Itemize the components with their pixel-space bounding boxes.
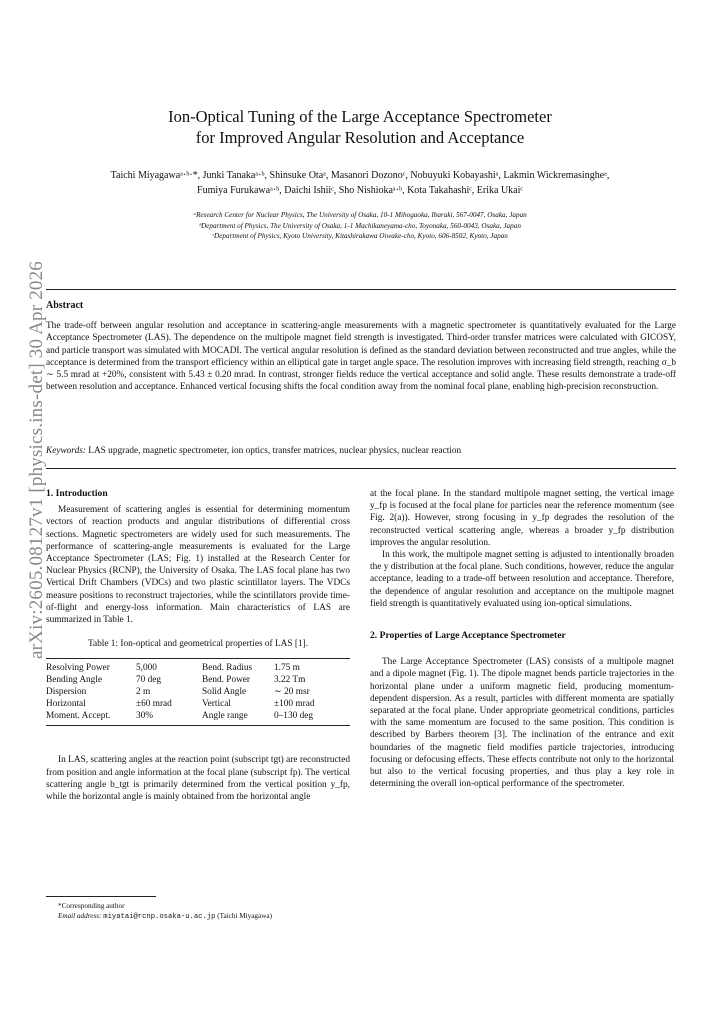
table-row bbox=[46, 686, 348, 698]
affiliation-c: ᶜDepartment of Physics, Kyoto University, Kitashirakawa Oiwake-cho, Kyoto, 606-8502, Kyoto, Japan bbox=[212, 232, 508, 240]
properties-table bbox=[46, 662, 348, 722]
abstract-top-rule bbox=[46, 289, 676, 290]
right-column bbox=[370, 488, 674, 790]
table-cell: ±60 mrad bbox=[136, 699, 172, 710]
table-cell: Bend. Power bbox=[202, 675, 251, 686]
title-line-1: Ion-Optical Tuning of the Large Acceptance Spectrometer bbox=[168, 107, 552, 126]
affiliation-a: ᵃResearch Center for Nuclear Physics, The University of Osaka, 10-1 Mihogaoka, Ibaraki, 567-0047, Osaka, Japan bbox=[193, 211, 527, 219]
table-cell: Dispersion bbox=[46, 687, 87, 698]
table-row bbox=[46, 674, 348, 686]
table-caption: Table 1: Ion-optical and geometrical properties of LAS [1]. bbox=[87, 639, 309, 650]
table-cell: Vertical bbox=[202, 699, 231, 710]
email-owner: (Taichi Miyagawa) bbox=[217, 912, 272, 920]
email-label: Email address: bbox=[58, 912, 102, 920]
title-line-2: for Improved Angular Resolution and Acceptance bbox=[195, 128, 525, 147]
table-cell: 30% bbox=[136, 711, 154, 722]
left-column bbox=[46, 488, 350, 803]
table-cell: 3.22 Tm bbox=[274, 675, 306, 686]
right-paragraph-1: at the focal plane. In the standard multipole magnet setting, the vertical image y_fp is focused at the focal plane for particles near the reference momentum (see Fig. 2(a)). However, strong focusing in y_fp degrades the resolution of the reconstructed vertical scattering angle, whereas a broader y_fp distribution improves the angular resolution. bbox=[370, 489, 674, 548]
table-cell: 2 m bbox=[136, 687, 151, 698]
table-cell: ±100 mrad bbox=[274, 699, 315, 710]
table-cell: Moment. Accept. bbox=[46, 711, 111, 722]
authors-line-1: Taichi Miyagawaᵃ·ᵇ·*, Junki Tanakaᵃ·ᵇ, Shinsuke Otaᵃ, Masanori Dozonoᶜ, Nobuyuki Kobayashiᵃ, Lakmin Wickremasingheᵃ, bbox=[110, 170, 610, 181]
section2-heading: 2. Properties of Large Acceptance Spectrometer bbox=[370, 630, 566, 642]
table-cell: 0–130 deg bbox=[274, 711, 313, 722]
arxiv-identifier: arXiv:2605.08127v1 [physics.ins-det] 30 Apr 2026 bbox=[26, 260, 47, 660]
paper-title bbox=[60, 106, 660, 148]
table-cell: 1.75 m bbox=[274, 663, 300, 674]
keywords bbox=[46, 445, 676, 457]
table-row bbox=[46, 710, 348, 722]
table-top-rule bbox=[46, 658, 350, 659]
intro-paragraph-1: Measurement of scattering angles is essential for determining momentum vectors of reaction products and angular distributions of differential cross sections. Magnetic spectrometers are widely used for such measurements. The performance of scattering-angle measurements is evaluated for the Large Acceptance Spectrometer (LAS; Fig. 1) installed at the Research Center for Nuclear Physics (RCNP), the University of Osaka. The LAS focal plane has two Vertical Drift Chambers (VDCs) and two plastic scintillator layers. The VDCs measure positions to reconstruct trajectories, while the scintillators provide time-of-flight and energy-loss information. Main characteristics of LAS are summarized in Table 1. bbox=[46, 505, 350, 626]
email-line bbox=[58, 911, 358, 922]
table-cell: Solid Angle bbox=[202, 687, 247, 698]
affiliation-b: ᵇDepartment of Physics, The University of Osaka, 1-1 Machikaneyama-cho, Toyonaka, 560-0043, Osaka, Japan bbox=[199, 221, 521, 230]
affiliations bbox=[60, 210, 660, 242]
keywords-label: Keywords: bbox=[46, 446, 86, 456]
table-cell: Angle range bbox=[202, 711, 248, 722]
table-cell: Bend. Radius bbox=[202, 663, 253, 674]
abstract-bottom-rule bbox=[46, 468, 676, 469]
keywords-text: LAS upgrade, magnetic spectrometer, ion optics, transfer matrices, nuclear physics, nuclear reaction bbox=[88, 446, 462, 456]
abstract-body: The trade-off between angular resolution and acceptance in scattering-angle measurements with a magnetic spectrometer is quantitatively evaluated for the Large Acceptance Spectrometer (LAS). The dependence on the multipole magnet field strength is investigated. Third-order transfer matrices were calculated with GICOSY, and particle transport was simulated with MOCADI. The vertical angular resolution is defined as the standard deviation between reconstructed and true angles, while the acceptance is determined from the transport efficiency within an elliptical gate in target angle space. The resolution improves with increasing field strength, reaching σ_b ∼ 5.5 mrad at +20%, consistent with 5.43 ± 0.20 mrad. In contrast, stronger fields reduce the vertical acceptance and solid angle. These results demonstrate a trade-off between resolution and acceptance. Enhanced vertical focusing shifts the focal condition away from the nominal focal plane, enabling high-precision reconstruction. bbox=[46, 321, 677, 393]
intro-paragraph-2: In LAS, scattering angles at the reaction point (subscript tgt) are reconstructed from position and angle information at the focal plane (subscript fp). The vertical scattering angle b_tgt is primarily determined from the vertical position y_fp, while the horizontal angle is mainly obtained from the horizontal angle bbox=[46, 755, 350, 803]
table-cell: Resolving Power bbox=[46, 663, 110, 674]
email-address[interactable]: miyatai@rcnp.osaka-u.ac.jp bbox=[103, 913, 216, 921]
table-cell: Horizontal bbox=[46, 699, 86, 710]
table-cell: 70 deg bbox=[136, 675, 162, 686]
abstract-heading: Abstract bbox=[46, 300, 84, 311]
right-paragraph-2: In this work, the multipole magnet setting is adjusted to intentionally broaden the y distribution at the focal plane. Such conditions, however, reduce the angular acceptance, leading to a trade-off between resolution and acceptance. Therefore, the dependence of angular resolution and acceptance on the multipole magnet field strength is quantitatively evaluated using ion-optical simulations. bbox=[370, 550, 674, 609]
authors-line-2: Fumiya Furukawaᵃ·ᵇ, Daichi Ishiiᶜ, Sho Nishiokaᵃ·ᵇ, Kota Takahashiᶜ, Erika Ukaiᶜ bbox=[197, 185, 523, 196]
table-cell: ∼ 20 msr bbox=[274, 687, 310, 698]
author-list bbox=[60, 168, 660, 198]
section2-paragraph: The Large Acceptance Spectrometer (LAS) consists of a multipole magnet and a dipole magnet (Fig. 1). The dipole magnet bends particle trajectories in the horizontal plane under a uniform magnetic field, producing momentum-dependent dispersion. As a result, particles with different momenta are spatially separated at the focal plane. Under appropriate geometrical conditions, particles with the same momentum are focused to the same position. This condition is described by Barbers theorem [3]. The inclination of the entrance and exit boundaries of the magnetic field modifies particle trajectories, introducing focusing or defocusing effects. These effects contribute not only to the horizontal but also to the vertical focusing properties, and thus play a key role in determining the overall ion-optical performance of the spectrometer. bbox=[370, 657, 674, 790]
table-row bbox=[46, 698, 348, 710]
table-row bbox=[46, 662, 348, 674]
intro-heading: 1. Introduction bbox=[46, 488, 108, 499]
corresponding-author-note: *Corresponding author bbox=[58, 902, 125, 910]
footnote-rule bbox=[46, 896, 156, 897]
footnote bbox=[58, 901, 358, 922]
table-cell: Bending Angle bbox=[46, 675, 103, 686]
table-bottom-rule bbox=[46, 725, 350, 726]
table-cell: 5,000 bbox=[136, 663, 157, 674]
